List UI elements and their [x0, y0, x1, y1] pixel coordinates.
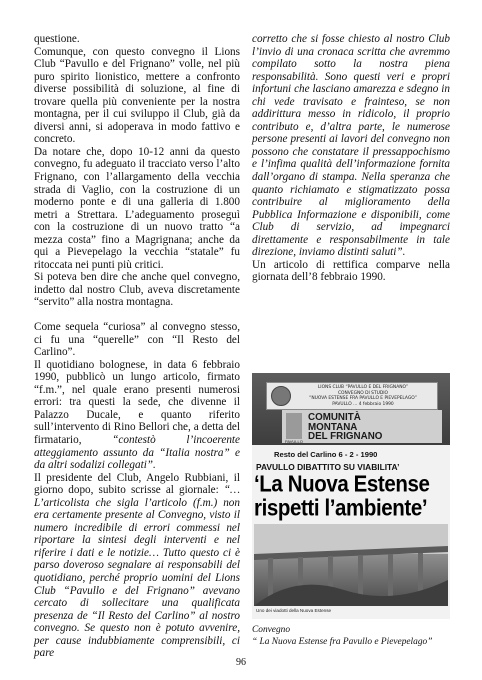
letter-quote: “…L’articolista che sigla l’articolo (f.m.) non era certamente presente al Convegno, visto il numero incredibile di errori commessi nel riportare la sintesi degli interventi e nel riferire i dati e le notizie… Tutto questo ci è parso doveroso segnalare ai responsabili del quotidiano, perché proprio uomini del Lions Club “Pavullo e del Frignano” avevano cercato di sollecitare una qualificata presenza de “Il Resto del Carlino” al nostro convegno. Se questo non è potuto avvenire, per cause indubbiamente comprensibili, ci pare [34, 484, 240, 660]
right-column [252, 33, 450, 284]
figure-caption [252, 625, 462, 648]
convegno-banner [266, 382, 438, 410]
paragraph: Un articolo di rettifica comparve nella giornata dell’8 febbraio 1990. [252, 258, 450, 284]
clipping-source: Resto del Carlino 6 - 2 - 1990 [274, 450, 378, 459]
paragraph: Come sequela “curiosa” al convegno stesso, ci fu una “querelle” con “Il Resto del Carlino”. [34, 321, 240, 359]
page-number: 96 [236, 657, 246, 668]
paragraph: Si poteva ben dire che anche quel convegno, indetto dal nostro Club, aveva discretamente “servito” alla nostra montagna. [34, 271, 240, 309]
banner-text: LIONS CLUB “PAVULLO E DEL FRIGNANO” CONVEGNO DI STUDIO “NUOVA ESTENSE FRA PAVULLO E PIEVEPELAGO” PAVULLO ... 4 febbraio 1990 [309, 385, 417, 407]
paragraph [34, 359, 240, 472]
paragraph: Comunque, con questo convegno il Lions Club “Pavullo e del Frignano” volle, nel più puro spirito lionistico, mettere a confronto diverse possibilità di soluzione, al fine di trovare quella più conveniente per la nostra montagna, per il cui sviluppo il Club, già da diversi anni, si adoperava in modo fattivo e concreto. [34, 45, 240, 146]
left-column [34, 33, 240, 660]
paragraph-text: Il quotidiano bolognese, in data 6 febbraio 1990, pubblicò un lungo articolo, firmato “f.m.”, nel quale erano presenti numerosi errori: tra questi la sede, che divenne il Palazzo Ducale, e quanto riferito sull’intervento di Rino Bellori che, a detta del firmatario, [34, 358, 240, 446]
sign-text: COMUNITÀ MONTANA DEL FRIGNANO [308, 412, 383, 442]
viaduct-photo [254, 524, 448, 606]
paragraph: Da notare che, dopo 10-12 anni da questo convegno, fu adeguato il tracciato verso l’alto Frignano, con l’allargamento della vecchia strada di Vaglio, con la costruzione di un moderno ponte e di una galleria di 1.800 metri a Strettara. L’adeguamento proseguì con la costruzione di un nuovo tratto “a mezza costa” fino a Magrignana; anche da qui a Pievepelago la vecchia “statale” fu ritoccata nei punti più critici. [34, 145, 240, 271]
clipping-photo-caption: Uno dei viadotti della Nuova Estense [256, 608, 332, 613]
caption-title: Convegno [252, 625, 291, 635]
comunita-montana-sign [282, 410, 442, 443]
newspaper-clipping [252, 445, 450, 619]
paragraph-text: Il presidente del Club, Angelo Rubbiani, il giorno dopo, subito scrisse al giornale: [34, 471, 240, 497]
quote-text: “contestò l’incoerente atteggiamento assunto da “Italia nostra” e da altri sodalizi collegati”. [34, 433, 241, 472]
paragraph [34, 472, 240, 660]
caption-subtitle: “ La Nuova Estense fra Pavullo e Pievepelago” [252, 636, 433, 647]
lions-logo-icon [271, 386, 291, 406]
clipping-kicker: PAVULLO DIBATTITO SU VIABILITA’ [256, 462, 400, 472]
paragraph: questione. [34, 33, 80, 45]
emblem-icon [286, 413, 302, 439]
convegno-photo [252, 373, 450, 619]
sign-small-text: PAVULLO [285, 439, 303, 444]
photo-wall [252, 373, 450, 445]
clipping-headline: ‘La Nuova Estense rispetti l’ambiente’ [254, 470, 430, 522]
letter-quote-continued: corretto che si fosse chiesto al nostro Club l’invio di una cronaca scritta che avremmo compilato sotto la nostra piena responsabilità. Sono questi veri e propri infortuni che lasciano amarezza e sdegno in chi vede travisato e frainteso, se non addirittura messo in ridicolo, il proprio contributo e, d’altra parte, le numerose persone presenti ai lavori del convegno non possono che constatare il pressappochismo e l’infima qualità dell’informazione fornita dall’organo di stampa. Nella speranza che quanto richiamato e stigmatizzato possa contribuire al miglioramento della Pubblica Informazione e disponibili, come Club di servizio, ad impegnarci direttamente e responsabilmente in tale direzione, inviamo distinti saluti”. [252, 33, 450, 259]
viaduct-image [254, 524, 448, 606]
